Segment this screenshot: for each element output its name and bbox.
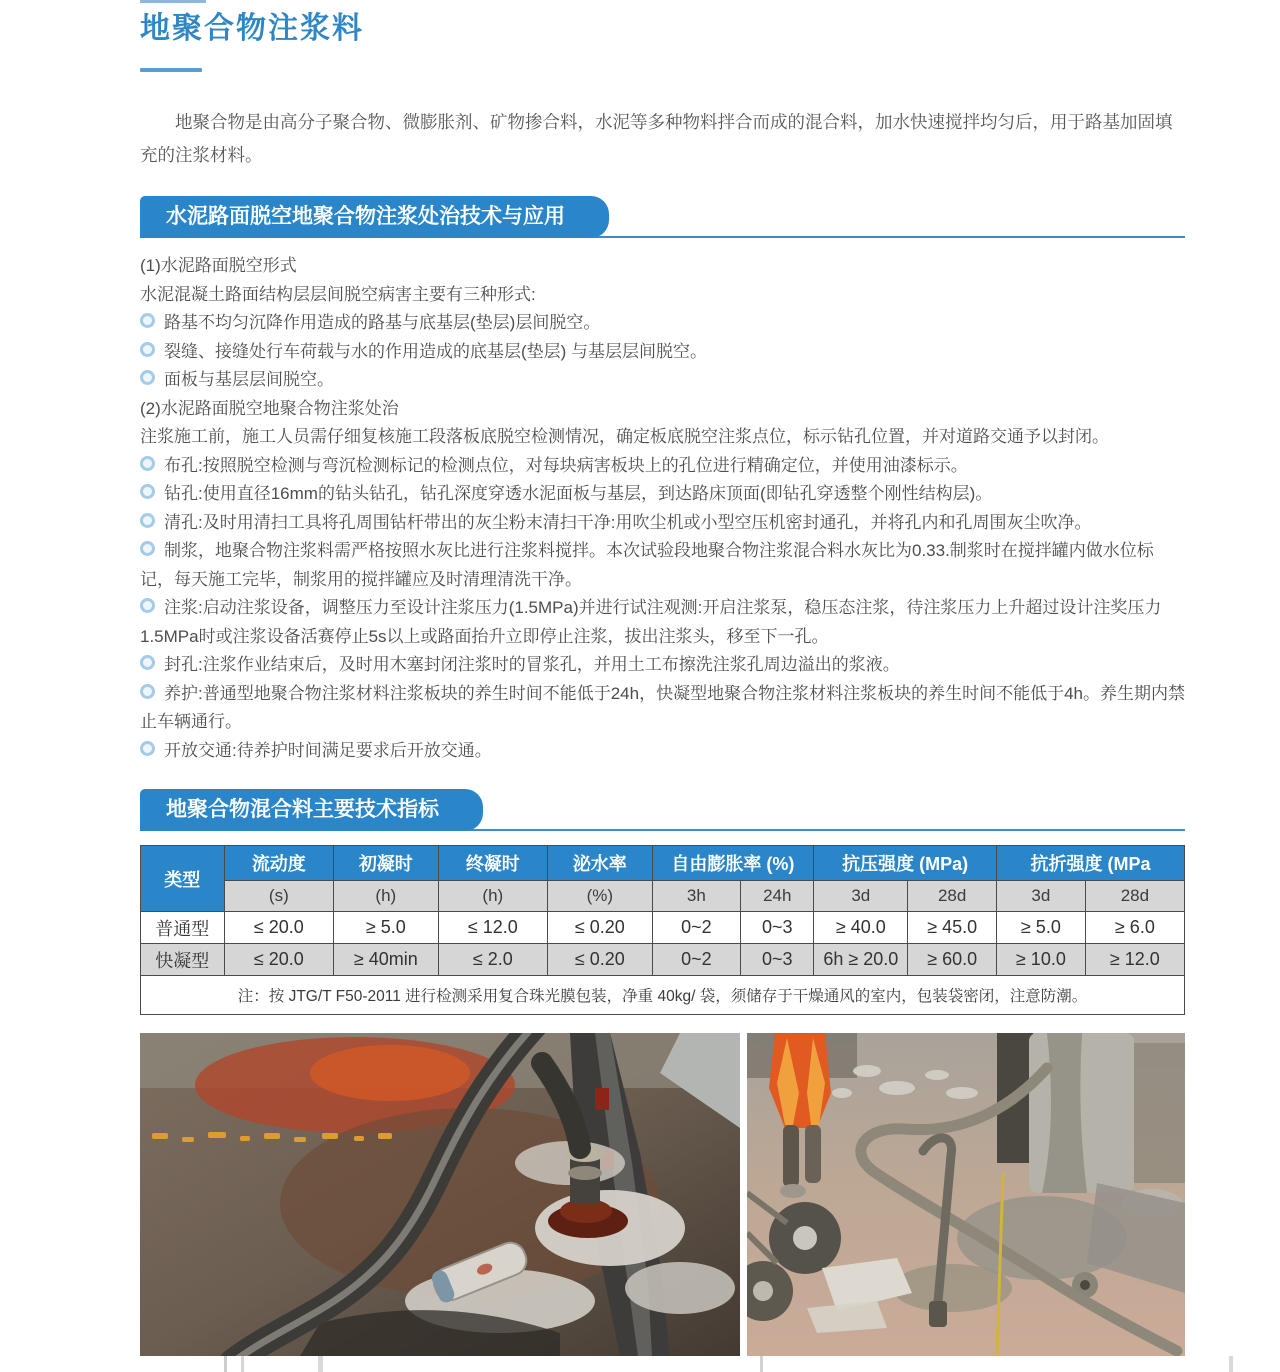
unit-cell: 3h: [652, 881, 741, 912]
ring-bullet-icon: [140, 655, 155, 670]
next-photos-edge: [0, 1356, 1280, 1372]
col-header-expansion: 自由膨胀率 (%): [652, 846, 814, 881]
unit-cell: (h): [334, 881, 438, 912]
table-note: 注：按 JTG/T F50-2011 进行检测采用复合珠光膜包装，净重 40kg/ 袋，须储存于干燥通风的室内，包装袋密闭，注意防潮。: [141, 976, 1185, 1015]
cutoff-object-line: [241, 1356, 244, 1372]
section2-heading-row: [140, 789, 1185, 831]
cutoff-object-line: [318, 1356, 323, 1372]
cell: ≥ 5.0: [334, 912, 438, 944]
bullet-item: [140, 452, 1185, 481]
section2-heading: 地聚合物混合料主要技术指标: [166, 798, 439, 821]
sub1-title: (1)水泥路面脱空形式: [140, 256, 297, 275]
cell: ≥ 10.0: [997, 944, 1086, 976]
bullet-item: [140, 651, 1185, 680]
page-title: 地聚合物注浆料: [140, 12, 364, 45]
cutoff-object-line: [760, 1356, 763, 1372]
cell: 0~3: [741, 912, 814, 944]
sub2-intro: 注浆施工前，施工人员需仔细复核施工段落板底脱空检测情况，确定板底脱空注浆点位，标示钻孔位置，并对道路交通予以封闭。: [140, 427, 1109, 446]
technical-specs-table: [140, 845, 1185, 1015]
sub1-intro: 水泥混凝土路面结构层层间脱空病害主要有三种形式:: [140, 284, 536, 304]
title-underline: [140, 68, 202, 72]
bullet-item: [140, 737, 1185, 766]
bullet-text: 养护:普通型地聚合物注浆材料注浆板块的养生时间不能低于24h，快凝型地聚合物注浆材料注浆板块的养生时间不能低于4h。养生期内禁止车辆通行。: [140, 683, 1185, 731]
table-row-ordinary: [141, 912, 1185, 944]
grouting-nozzle-photo: [140, 1033, 740, 1356]
unit-cell: (%): [548, 881, 652, 912]
cell: 0~2: [652, 944, 741, 976]
bullet-text: 清孔:及时用清扫工具将孔周围钻杆带出的灰尘粉末清扫干净:用吹尘机或小型空压机密封通孔，并将孔内和孔周围灰尘吹净。: [164, 512, 1092, 532]
cell: ≤ 2.0: [438, 944, 548, 976]
table-row-rapid: [141, 944, 1185, 976]
bullet-item: [140, 338, 1185, 367]
col-header-compressive: 抗压强度 (MPa): [814, 846, 997, 881]
cell: ≤ 20.0: [224, 912, 334, 944]
section2-heading-banner: [140, 789, 483, 831]
cell: ≥ 6.0: [1085, 912, 1184, 944]
ring-bullet-icon: [140, 313, 155, 328]
section1-heading-banner: [140, 196, 609, 238]
bullet-text: 开放交通:待养护时间满足要求后开放交通。: [164, 740, 492, 760]
col-header-bleeding: 泌水率: [548, 846, 652, 881]
unit-cell: (h): [438, 881, 548, 912]
unit-cell: 3d: [814, 881, 908, 912]
col-header-type: 类型: [141, 846, 225, 912]
col-header-fluidity: 流动度: [224, 846, 334, 881]
bullet-item: [140, 366, 1185, 395]
cutoff-object-line: [224, 1356, 227, 1372]
cell: ≥ 12.0: [1085, 944, 1184, 976]
bullet-item: [140, 480, 1185, 509]
ring-bullet-icon: [140, 513, 155, 528]
cell: 普通型: [141, 912, 225, 944]
cell: ≥ 5.0: [997, 912, 1086, 944]
col-header-initial-set: 初凝时: [334, 846, 438, 881]
ring-bullet-icon: [140, 484, 155, 499]
section1-heading-row: [140, 196, 1185, 238]
cell: ≤ 0.20: [548, 912, 652, 944]
table-note-row: [141, 976, 1185, 1015]
section1-body: [140, 252, 1185, 765]
cell: ≥ 60.0: [908, 944, 997, 976]
bullet-item: [140, 594, 1185, 651]
unit-cell: 24h: [741, 881, 814, 912]
bullet-text: 裂缝、接缝处行车荷载与水的作用造成的底基层(垫层) 与基层层间脱空。: [164, 341, 708, 361]
sub2-title: (2)水泥路面脱空地聚合物注浆处治: [140, 398, 399, 418]
unit-cell: (s): [224, 881, 334, 912]
bullet-item: [140, 537, 1185, 594]
bullet-text: 布孔:按照脱空检测与弯沉检测标记的检测点位，对每块病害板块上的孔位进行精确定位，并使用油漆标示。: [164, 455, 968, 475]
bullet-text: 封孔:注浆作业结束后，及时用木塞封闭注浆时的冒浆孔，并用土工布擦洗注浆孔周边溢出的浆液。: [164, 655, 900, 674]
bullet-item: [140, 309, 1185, 338]
col-header-final-set: 终凝时: [438, 846, 548, 881]
bullet-item: [140, 680, 1185, 737]
cell: ≤ 12.0: [438, 912, 548, 944]
photo-row: [140, 1033, 1185, 1356]
cell: ≥ 45.0: [908, 912, 997, 944]
cell: 快凝型: [141, 944, 225, 976]
section1-heading: 水泥路面脱空地聚合物注浆处治技术与应用: [166, 205, 565, 228]
ring-bullet-icon: [140, 741, 155, 756]
bullet-text: 钻孔:使用直径16mm的钻头钻孔，钻孔深度穿透水泥面板与基层，到达路床顶面(即钻孔穿透整个刚性结构层)。: [164, 484, 993, 503]
cutoff-object-line: [1229, 1356, 1233, 1372]
unit-cell: 28d: [1085, 881, 1184, 912]
cell: ≥ 40min: [334, 944, 438, 976]
col-header-flexural: 抗折强度 (MPa: [997, 846, 1185, 881]
cell: ≤ 0.20: [548, 944, 652, 976]
ring-bullet-icon: [140, 342, 155, 357]
intro-paragraph: 地聚合物是由高分子聚合物、微膨胀剂、矿物掺合料，水泥等多种物料拌合而成的混合料，加水快速搅拌均匀后，用于路基加固填充的注浆材料。: [140, 112, 1173, 165]
bullet-text: 注浆:启动注浆设备，调整压力至设计注浆压力(1.5MPa)并进行试注观测:开启注浆泵，稳压态注浆，待注浆压力上升超过设计注奖压力1.5MPa时或注浆设备活赛停止5s以上或路面抬升立即停止注浆，拔出注浆头，移至下一孔。: [140, 598, 1162, 646]
cell: ≤ 20.0: [224, 944, 334, 976]
unit-cell: 3d: [997, 881, 1086, 912]
ring-bullet-icon: [140, 684, 155, 699]
grouting-worksite-photo: [747, 1033, 1185, 1356]
cell: 6h ≥ 20.0: [814, 944, 908, 976]
ring-bullet-icon: [140, 598, 155, 613]
ring-bullet-icon: [140, 370, 155, 385]
bullet-item: [140, 509, 1185, 538]
bullet-text: 路基不均匀沉降作用造成的路基与底基层(垫层)层间脱空。: [164, 313, 601, 332]
bullet-text: 面板与基层层间脱空。: [164, 370, 334, 389]
cell: 0~3: [741, 944, 814, 976]
unit-cell: 28d: [908, 881, 997, 912]
bullet-text: 制浆，地聚合物注浆料需严格按照水灰比进行注浆料搅拌。本次试验段地聚合物注浆混合料水灰比为0.33.制浆时在搅拌罐内做水位标记，每天施工完毕，制浆用的搅拌罐应及时清理清洗干净。: [140, 541, 1154, 589]
cell: 0~2: [652, 912, 741, 944]
ring-bullet-icon: [140, 456, 155, 471]
cell: ≥ 40.0: [814, 912, 908, 944]
ring-bullet-icon: [140, 541, 155, 556]
